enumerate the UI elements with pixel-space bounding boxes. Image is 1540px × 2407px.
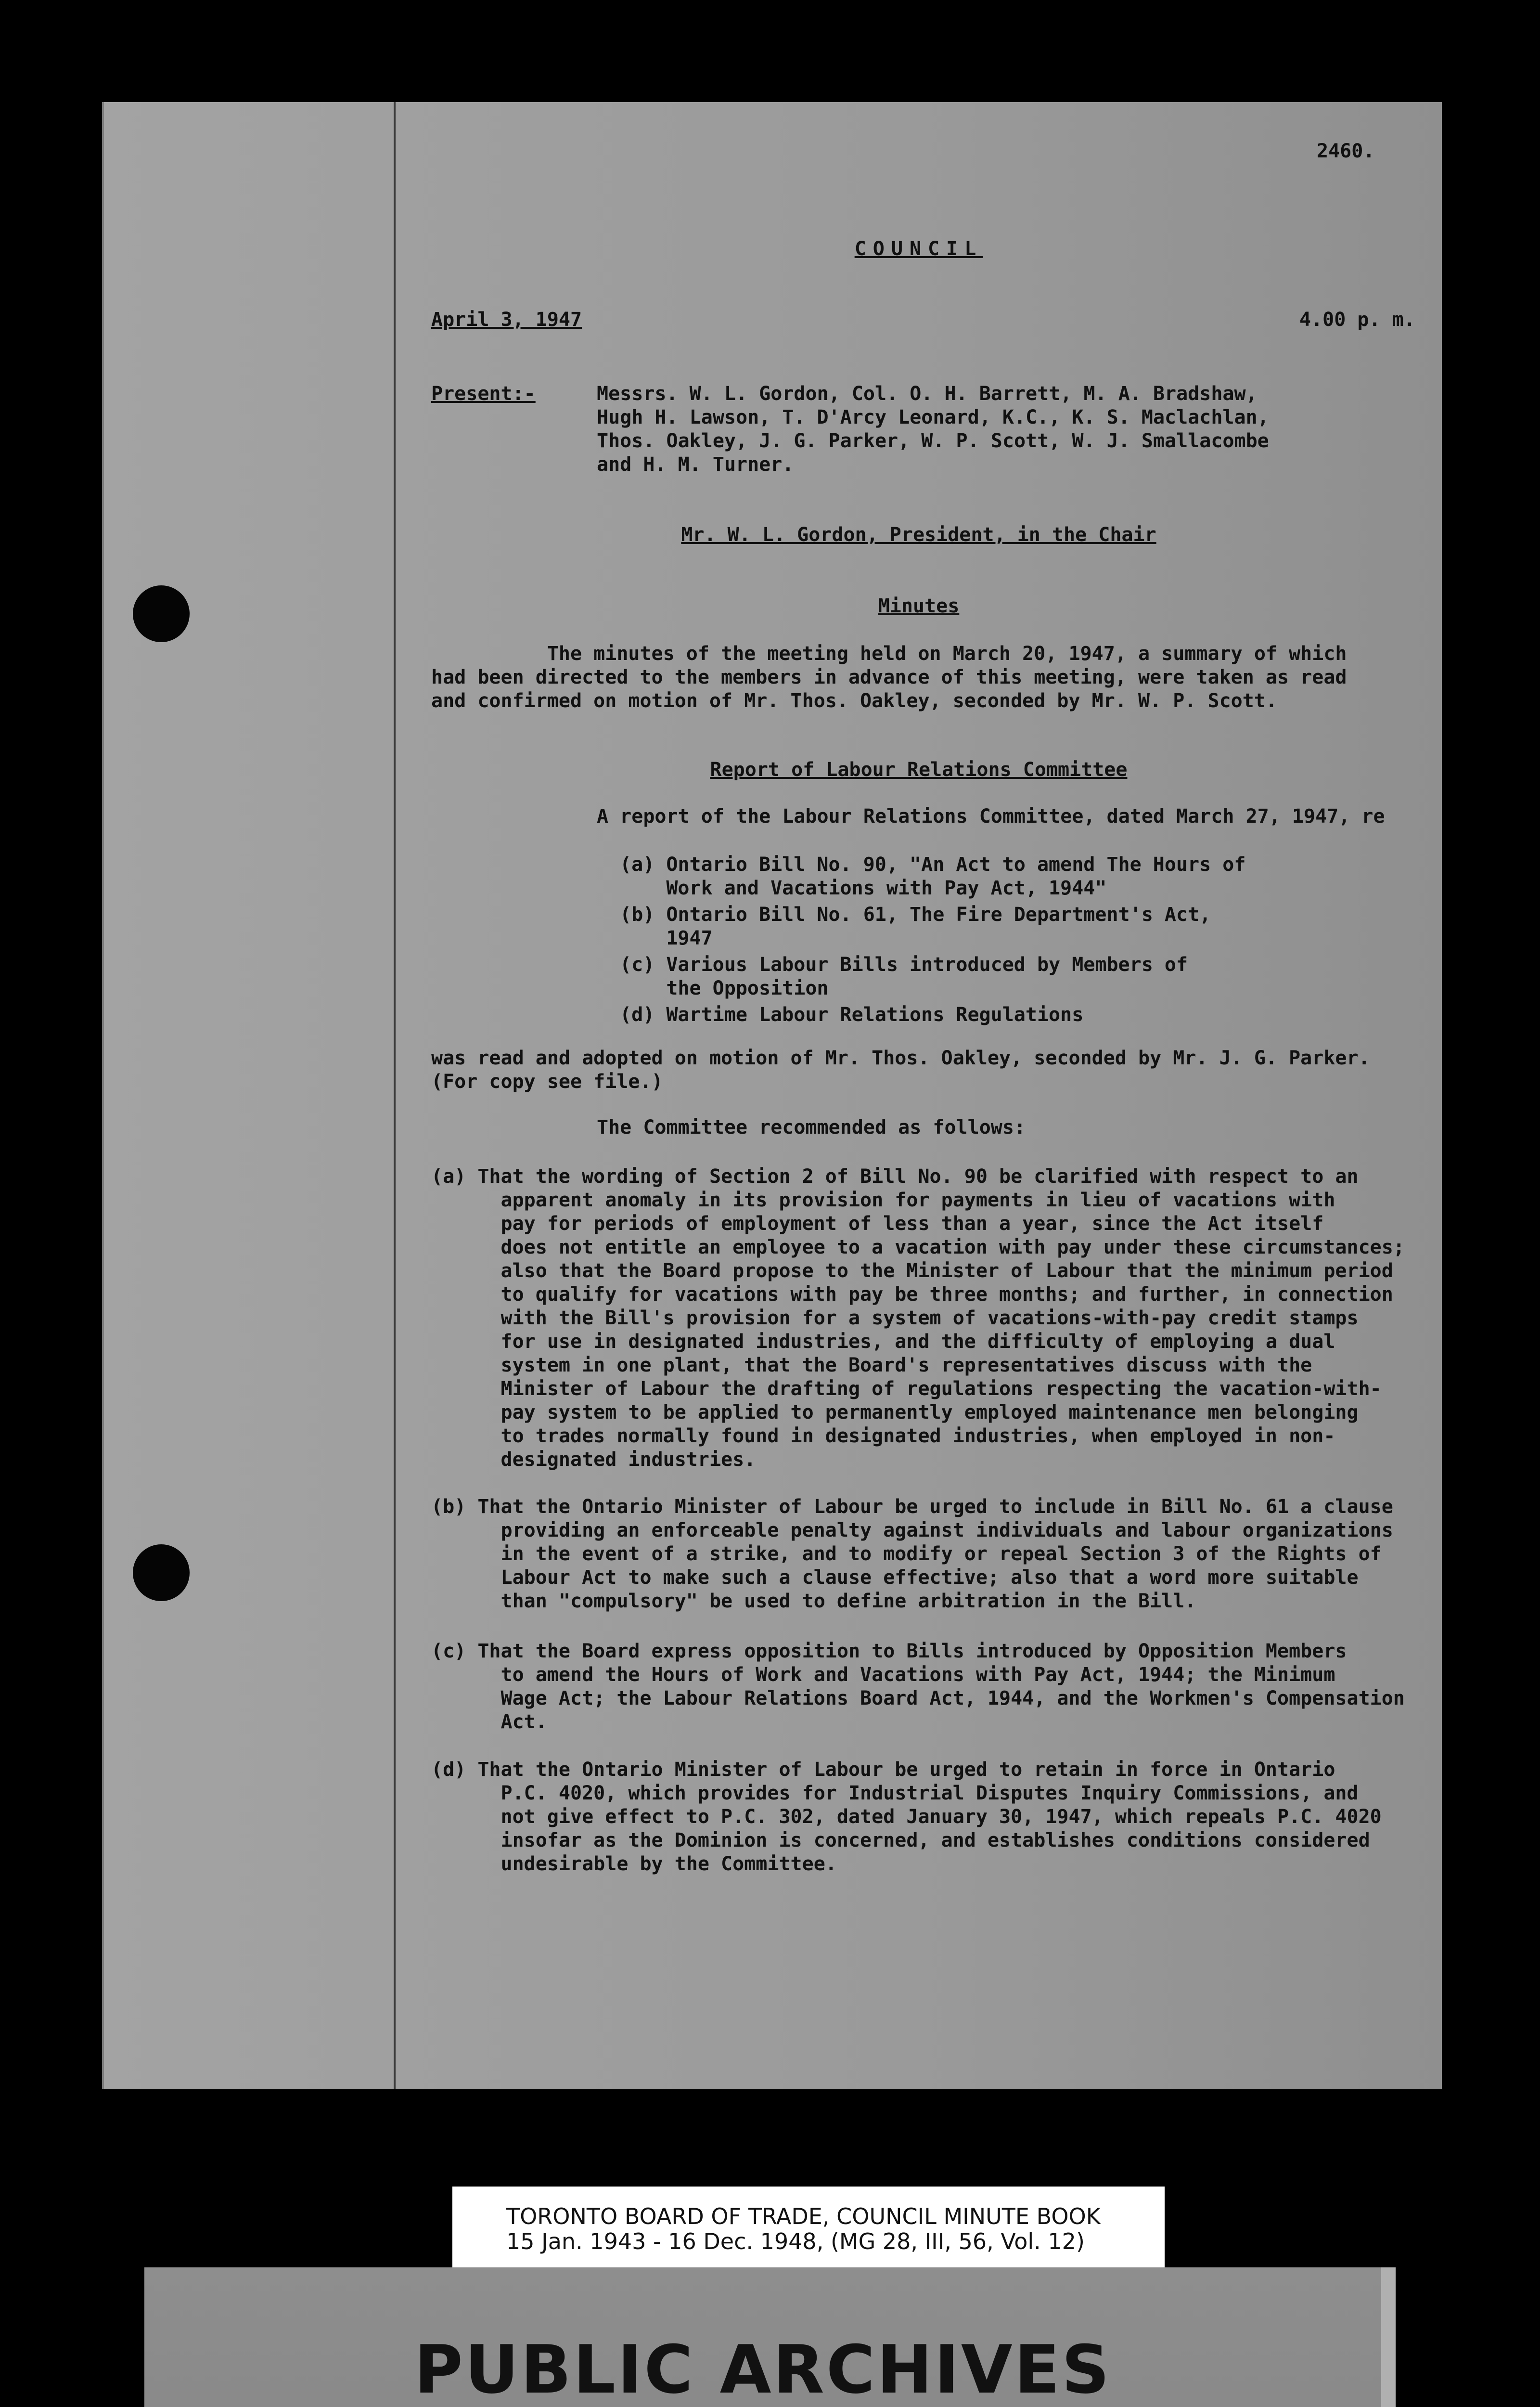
- meeting-time: 4.00 p. m.: [1299, 309, 1415, 331]
- punch-hole: [133, 585, 190, 642]
- document-heading: COUNCIL: [854, 238, 983, 260]
- chair-line: Mr. W. L. Gordon, President, in the Chair: [681, 524, 1156, 546]
- archives-stamp: [144, 2267, 1396, 2407]
- margin-rule: [394, 102, 396, 2089]
- document-page: [102, 102, 1442, 2089]
- recommendation-item: (a) That the wording of Section 2 of Bill No. 90 be clarified with respect to an apparent anomaly in its provision for payments in lieu of vacations with pay for periods of employment of less than a year, since the Act itself does not entitle an employee to a vacation with pay under these circumstances; also that the Board propose to the Minister of Labour that the minimum period to qualify for vacations with pay be three months; and further, in connection with the Bill's provision for a system of vacations-with-pay credit stamps for use in designated industries, and the difficulty of employing a dual system in one plant, that the Board's representatives discuss with the Minister of Labour the drafting of regulations respecting the vacation-with- pay system to be applied to permanently employed maintenance men belonging to trades normally found in designated industries, when employed in non- designated industries.: [431, 1165, 1405, 1471]
- present-label: Present:-: [431, 383, 536, 405]
- report-intro: A report of the Labour Relations Committee, dated March 27, 1947, re: [597, 805, 1385, 828]
- report-item: (a) Ontario Bill No. 90, "An Act to amend The Hours of Work and Vacations with Pay Act, 1944": [620, 854, 1246, 899]
- recommendation-item: (b) That the Ontario Minister of Labour be urged to include in Bill No. 61 a clause providing an enforceable penalty against individuals and labour organizations in the event of a strike, and to modify or repeal Section 3 of the Rights of Labour Act to make such a clause effective; also that a word more suitable than "compulsory" be used to define arbitration in the Bill.: [431, 1496, 1393, 1612]
- meeting-date: April 3, 1947: [431, 309, 582, 331]
- present-line: Messrs. W. L. Gordon, Col. O. H. Barrett, M. A. Bradshaw,: [597, 383, 1258, 405]
- report-item: (d) Wartime Labour Relations Regulations: [620, 1004, 1084, 1026]
- present-line: Thos. Oakley, J. G. Parker, W. P. Scott, W. J. Smallacombe: [597, 430, 1269, 452]
- minutes-heading: Minutes: [878, 595, 960, 617]
- report-adopted: was read and adopted on motion of Mr. Thos. Oakley, seconded by Mr. J. G. Parker. (For copy see file.): [431, 1047, 1370, 1093]
- punch-hole: [133, 1544, 190, 1601]
- page-number: 2460.: [1317, 140, 1375, 162]
- minutes-line: and confirmed on motion of Mr. Thos. Oakley, seconded by Mr. W. P. Scott.: [431, 690, 1277, 712]
- label-line: TORONTO BOARD OF TRADE, COUNCIL MINUTE BOOK: [506, 2203, 1101, 2229]
- report-item: (b) Ontario Bill No. 61, The Fire Department's Act, 1947: [620, 904, 1211, 949]
- minutes-line: The minutes of the meeting held on March 20, 1947, a summary of which: [431, 643, 1347, 665]
- present-line: and H. M. Turner.: [597, 453, 794, 476]
- stamp-line: PUBLIC ARCHIVES: [414, 2331, 1112, 2407]
- recommendation-item: (c) That the Board express opposition to Bills introduced by Opposition Members to amend the Hours of Work and Vacations with Pay Act, 1944; the Minimum Wage Act; the Labour Relations Board Act, 1944, and the Workmen's Compensation Act.: [431, 1640, 1405, 1733]
- report-heading: Report of Labour Relations Committee: [710, 759, 1128, 781]
- recommended-intro: The Committee recommended as follows:: [597, 1116, 1026, 1139]
- label-line: 15 Jan. 1943 - 16 Dec. 1948, (MG 28, III, 56, Vol. 12): [506, 2228, 1085, 2254]
- recommendation-item: (d) That the Ontario Minister of Labour be urged to retain in force in Ontario P.C. 4020, which provides for Industrial Disputes Inquiry Commissions, and not give effect to P.C. 302, dated January 30, 1947, which repeals P.C. 4020 insofar as the Dominion is concerned, and establishes conditions considered undesirable by the Committee.: [431, 1759, 1382, 1875]
- minutes-line: had been directed to the members in advance of this meeting, were taken as read: [431, 666, 1347, 688]
- report-item: (c) Various Labour Bills introduced by Members of the Opposition: [620, 954, 1188, 999]
- archive-label: [452, 2187, 1165, 2273]
- present-line: Hugh H. Lawson, T. D'Arcy Leonard, K.C., K. S. Maclachlan,: [597, 406, 1269, 428]
